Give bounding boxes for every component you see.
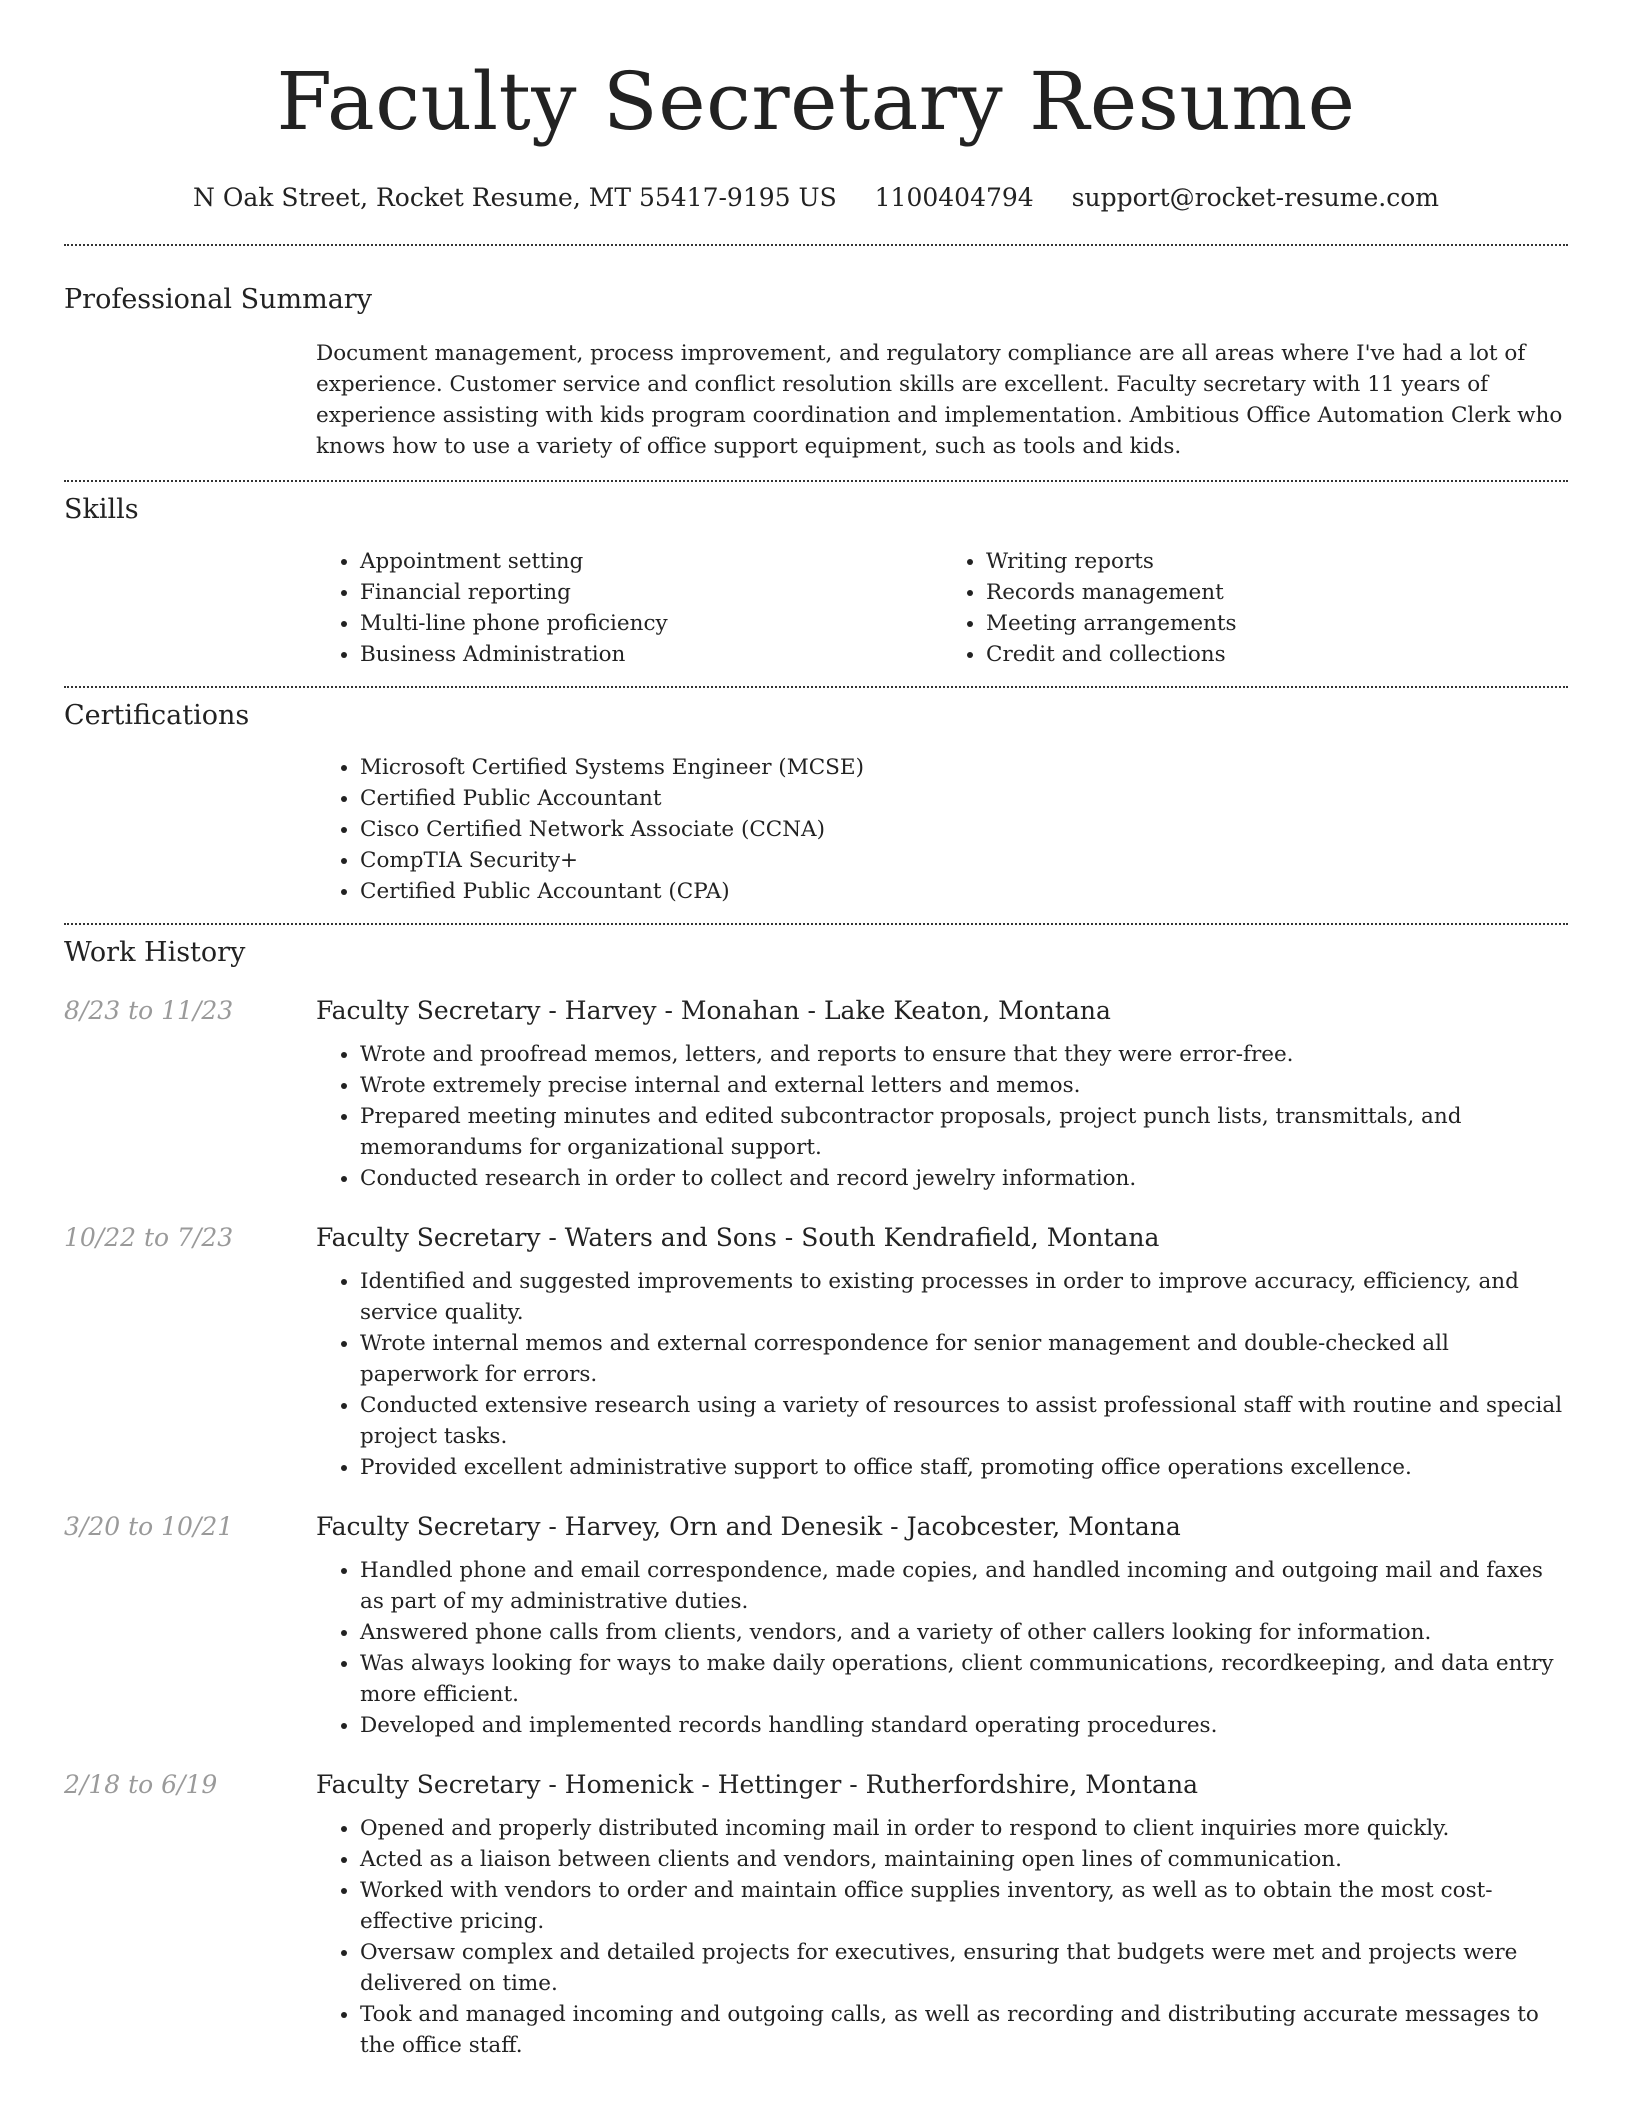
section-title-skills: Skills: [64, 494, 139, 525]
job-bullets: [316, 1266, 1568, 1483]
job-header: [64, 1509, 1568, 1545]
job-dates: 3/20 to 10/21: [64, 1512, 234, 1541]
job-bullet: • Opened and properly distributed incoming mail in order to respond to client inquiries more quickly.: [360, 1813, 1568, 1844]
job-bullet: • Was always looking for ways to make daily operations, client communications, recordkeeping, and data entry more efficient.: [360, 1648, 1568, 1710]
job-bullets-wrap: [316, 1039, 1568, 1194]
certifications-list-wrap: [316, 752, 1568, 907]
job-entry: [64, 1767, 1568, 2061]
job-bullet: • Took and managed incoming and outgoing calls, as well as recording and distributing accurate messages to the office staff.: [360, 1999, 1568, 2061]
job-dates: 8/23 to 11/23: [64, 996, 234, 1025]
job-bullet: • Developed and implemented records handling standard operating procedures.: [360, 1710, 1568, 1741]
skills-section: [64, 482, 1568, 670]
job-bullets-wrap: [316, 1555, 1568, 1741]
job-dates: 2/18 to 6/19: [64, 1770, 218, 1799]
skills-list-right: [942, 546, 1568, 670]
certification-item: • Certified Public Accountant (CPA): [360, 876, 1568, 907]
contact-line: [64, 180, 1568, 216]
job-bullet: • Wrote and proofread memos, letters, and reports to ensure that they were error-free.: [360, 1039, 1568, 1070]
job-bullets-wrap: [316, 1266, 1568, 1483]
contact-email: support@rocket-resume.com: [1071, 183, 1439, 212]
job-entry: [64, 993, 1568, 1194]
job-entry: [64, 1509, 1568, 1741]
job-header: [64, 1220, 1568, 1256]
skill-item: • Credit and collections: [986, 639, 1568, 670]
job-header: [64, 1767, 1568, 1803]
job-bullet: • Wrote extremely precise internal and external letters and memos.: [360, 1070, 1568, 1101]
skill-item: • Multi-line phone proficiency: [360, 608, 942, 639]
section-title-work-history: Work History: [64, 937, 246, 968]
job-bullets: [316, 1039, 1568, 1194]
work-history-section: [64, 925, 1568, 2061]
skill-item: • Meeting arrangements: [986, 608, 1568, 639]
skills-grid: [316, 546, 1568, 670]
job-bullets: [316, 1555, 1568, 1741]
job-bullet: • Oversaw complex and detailed projects for executives, ensuring that budgets were met and projects were delivered on time.: [360, 1937, 1568, 1999]
job-title: Faculty Secretary - Harvey - Monahan - Lake Keaton, Montana: [316, 996, 1111, 1025]
job-bullet: • Prepared meeting minutes and edited subcontractor proposals, project punch lists, transmittals, and memorandums for organizational support.: [360, 1101, 1568, 1163]
section-title-summary: Professional Summary: [64, 284, 372, 315]
job-title: Faculty Secretary - Waters and Sons - South Kendrafield, Montana: [316, 1223, 1160, 1252]
skills-list-left: [316, 546, 942, 670]
skill-item: • Records management: [986, 577, 1568, 608]
job-bullet: • Worked with vendors to order and maintain office supplies inventory, as well as to obtain the most cost-effective pricing.: [360, 1875, 1568, 1937]
certification-item: • Certified Public Accountant: [360, 783, 1568, 814]
job-bullet: • Wrote internal memos and external correspondence for senior management and double-checked all paperwork for errors.: [360, 1328, 1568, 1390]
job-title: Faculty Secretary - Harvey, Orn and Denesik - Jacobcester, Montana: [316, 1512, 1181, 1541]
summary-text: Document management, process improvement, and regulatory compliance are all areas where I've had a lot of experience. Customer service and conflict resolution skills are excellent. Faculty secretary with 11 years of experience assisting with kids program coordination and implementation. Ambitious Office Automation Clerk who knows how to use a variety of office support equipment, such as tools and kids.: [316, 341, 1563, 459]
job-bullet: • Conducted research in order to collect and record jewelry information.: [360, 1163, 1568, 1194]
section-title-certifications: Certifications: [64, 700, 250, 731]
contact-phone: 1100404794: [874, 183, 1034, 212]
certification-item: • Cisco Certified Network Associate (CCNA): [360, 814, 1568, 845]
job-bullet: • Answered phone calls from clients, vendors, and a variety of other callers looking for information.: [360, 1617, 1568, 1648]
certification-item: • CompTIA Security+: [360, 845, 1568, 876]
page-title: Faculty Secretary Resume: [276, 55, 1356, 148]
job-bullets-wrap: [316, 1813, 1568, 2061]
job-bullet: • Provided excellent administrative support to office staff, promoting office operations excellence.: [360, 1452, 1568, 1483]
skill-item: • Appointment setting: [360, 546, 942, 577]
skill-item: • Business Administration: [360, 639, 942, 670]
summary-section: [64, 246, 1568, 462]
certifications-section: [64, 688, 1568, 907]
job-header: [64, 993, 1568, 1029]
job-bullet: • Identified and suggested improvements to existing processes in order to improve accuracy, efficiency, and service quality.: [360, 1266, 1568, 1328]
job-dates: 10/22 to 7/23: [64, 1223, 234, 1252]
skill-item: • Writing reports: [986, 546, 1568, 577]
job-bullet: • Handled phone and email correspondence, made copies, and handled incoming and outgoing mail and faxes as part of my administrative duties.: [360, 1555, 1568, 1617]
job-bullet: • Conducted extensive research using a variety of resources to assist professional staff with routine and special project tasks.: [360, 1390, 1568, 1452]
job-title: Faculty Secretary - Homenick - Hettinger - Rutherfordshire, Montana: [316, 1770, 1198, 1799]
skill-item: • Financial reporting: [360, 577, 942, 608]
job-entry: [64, 1220, 1568, 1483]
certification-item: • Microsoft Certified Systems Engineer (MCSE): [360, 752, 1568, 783]
job-bullet: • Acted as a liaison between clients and vendors, maintaining open lines of communication.: [360, 1844, 1568, 1875]
certifications-list: [316, 752, 1568, 907]
job-bullets: [316, 1813, 1568, 2061]
contact-address: N Oak Street, Rocket Resume, MT 55417-9195 US: [193, 183, 837, 212]
